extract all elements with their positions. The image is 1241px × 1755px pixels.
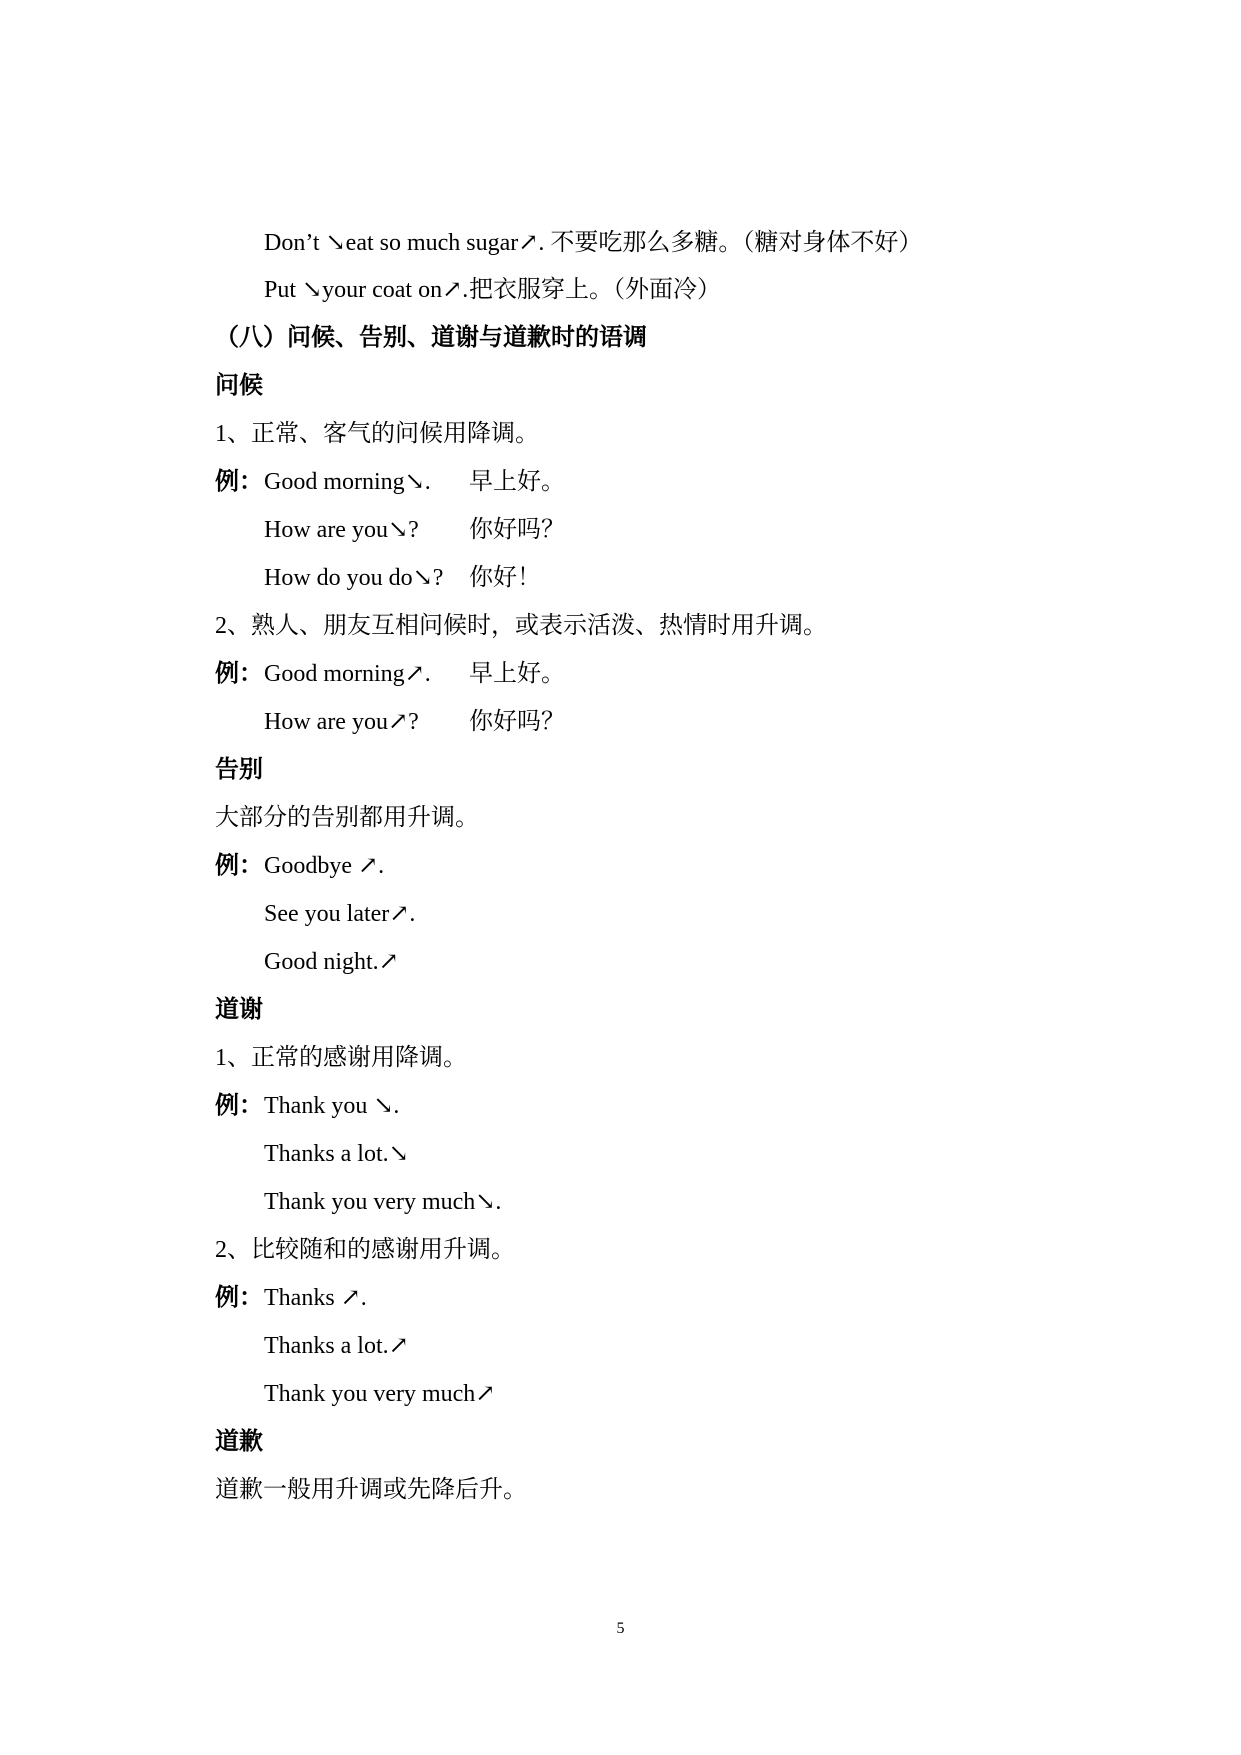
example-line [264, 942, 399, 982]
chinese-translation: 早上好。 [469, 469, 565, 495]
english-example: Good morning↘. [264, 469, 431, 495]
example-label: 例： [215, 661, 263, 687]
example-line [264, 894, 415, 934]
english-example: Thanks a lot.↘ [264, 1141, 409, 1167]
page-number: 5 [616, 1620, 625, 1637]
section-heading: （八）问候、告别、道谢与道歉时的语调 [215, 325, 647, 351]
english-example: Thank you very much↘. [264, 1189, 502, 1215]
example-line [264, 1134, 409, 1174]
english-example: Put ↘your coat on↗. [264, 277, 469, 303]
example-line [215, 462, 565, 502]
chinese-translation: 不要吃那么多糖。（糖对身体不好） [550, 230, 923, 256]
farewell-rule: 大部分的告别都用升调。 [215, 805, 479, 831]
example-label: 例： [215, 853, 263, 879]
greeting-rule-2: 2、熟人、朋友互相问候时，或表示活泼、热情时用升调。 [215, 613, 827, 639]
chinese-translation: 你好吗？ [469, 709, 565, 735]
thanks-heading: 道谢 [215, 997, 263, 1023]
apology-heading: 道歉 [215, 1429, 263, 1455]
english-example: How are you↗? [264, 709, 419, 735]
example-line [264, 702, 565, 742]
english-example: Don’t ↘eat so much sugar↗. [264, 230, 545, 256]
english-example: How do you do↘? [264, 565, 444, 591]
greeting-rule-1: 1、正常、客气的问候用降调。 [215, 421, 539, 447]
apology-rule: 道歉一般用升调或先降后升。 [215, 1477, 527, 1503]
example-line [264, 510, 565, 550]
english-example: Good night.↗ [264, 949, 399, 975]
english-example: Thanks ↗. [264, 1285, 367, 1311]
example-line [264, 1326, 409, 1366]
greeting-heading: 问候 [215, 373, 263, 399]
example-label: 例： [215, 1093, 263, 1119]
example-line [264, 558, 541, 598]
english-example: Goodbye ↗. [264, 853, 385, 879]
example-line [264, 223, 922, 263]
chinese-translation: 你好吗？ [469, 517, 565, 543]
example-label: 例： [215, 1285, 263, 1311]
thanks-rule-1: 1、正常的感谢用降调。 [215, 1045, 467, 1071]
example-line [215, 654, 565, 694]
example-label: 例： [215, 469, 263, 495]
farewell-heading: 告别 [215, 757, 263, 783]
english-example: Thank you very much↗ [264, 1381, 496, 1407]
example-line [215, 846, 384, 886]
english-example: See you later↗. [264, 901, 416, 927]
english-example: Good morning↗. [264, 661, 431, 687]
example-line [264, 1374, 495, 1414]
english-example: Thank you ↘. [264, 1093, 400, 1119]
example-line [215, 1086, 399, 1126]
english-example: How are you↘? [264, 517, 419, 543]
example-line [215, 1278, 367, 1318]
chinese-translation: 把衣服穿上。（外面冷） [469, 277, 721, 303]
chinese-translation: 早上好。 [469, 661, 565, 687]
english-example: Thanks a lot.↗ [264, 1333, 409, 1359]
thanks-rule-2: 2、比较随和的感谢用升调。 [215, 1237, 515, 1263]
example-line [264, 270, 721, 310]
chinese-translation: 你好！ [469, 565, 541, 591]
example-line [264, 1182, 501, 1222]
